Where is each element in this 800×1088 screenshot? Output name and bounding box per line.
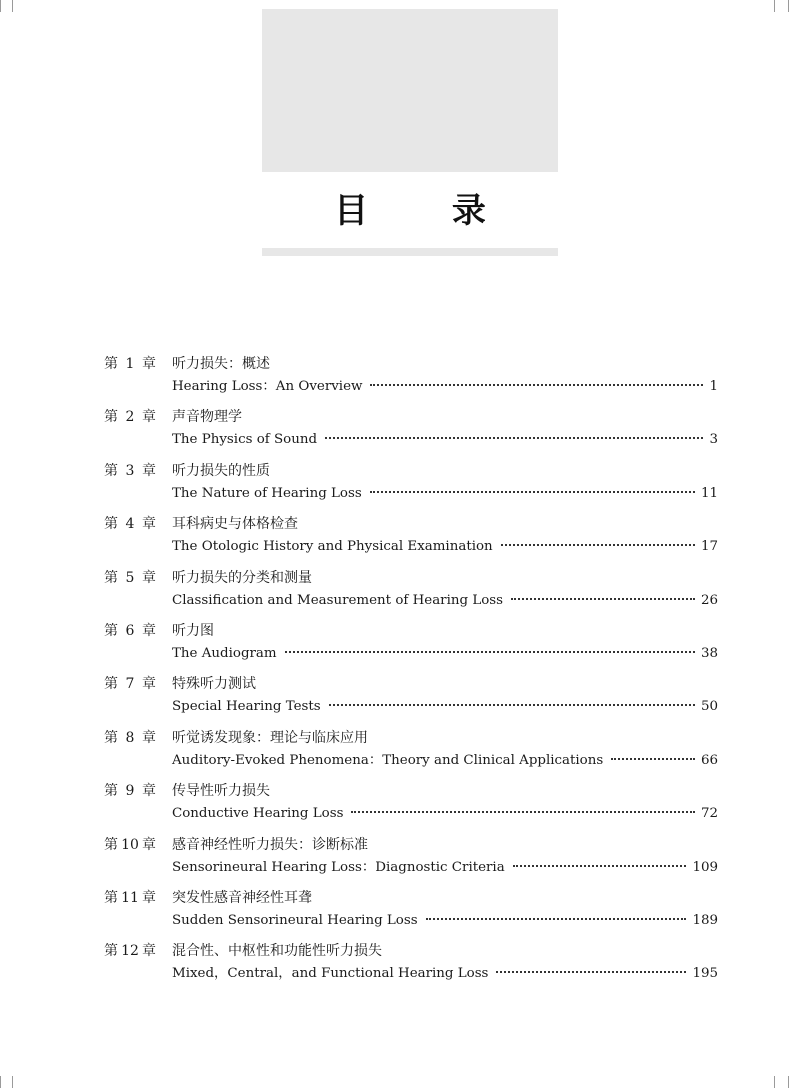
chapter-title-zh: 声音物理学 (172, 409, 242, 426)
chapter-title-en: Special Hearing Tests (172, 699, 321, 715)
chapter-title-en: Mixed，Central，and Functional Hearing Loss (172, 966, 489, 982)
chapter-title-zh: 特殊听力测试 (172, 676, 256, 693)
toc-entry (104, 939, 718, 992)
chapter-title-en: The Audiogram (172, 645, 277, 661)
chapter-label (104, 888, 166, 908)
chapter-title-en: Hearing Loss：An Overview (172, 379, 363, 394)
chapter-title-zh: 传导性听力损失 (172, 783, 270, 800)
toc-entry (104, 512, 718, 565)
chapter-title-en: Sudden Sensorineural Hearing Loss (172, 912, 418, 928)
page-number: 11 (700, 485, 718, 501)
chapter-title-line (172, 750, 718, 772)
toc-entry (104, 726, 718, 779)
toc-entry (104, 352, 718, 405)
chapter-title-line (172, 963, 718, 985)
toc-entry (104, 566, 718, 619)
chapter-prefix: 第 (104, 889, 118, 906)
page-number: 195 (692, 966, 718, 982)
chapter-title-zh: 听力损失的性质 (172, 462, 270, 479)
chapter-prefix: 第 (104, 356, 118, 372)
chapter-number: 6 (125, 622, 135, 639)
dot-leader (329, 704, 695, 706)
page-number: 72 (700, 806, 718, 822)
chapter-title-line (172, 376, 718, 398)
chapter-label (104, 674, 166, 694)
page-number: 189 (692, 912, 718, 928)
chapter-prefix: 第 (104, 783, 118, 800)
chapter-number: 1 (125, 356, 135, 372)
chapter-suffix: 章 (142, 836, 156, 853)
chapter-title-line (172, 857, 718, 879)
crop-mark-bottom-left (0, 1076, 1, 1088)
dot-leader (370, 491, 695, 493)
page-number: 109 (692, 859, 718, 875)
chapter-number: 5 (125, 569, 135, 586)
dot-leader (426, 918, 687, 920)
chapter-label (104, 781, 166, 801)
chapter-title-zh: 听力损失：概述 (172, 356, 270, 372)
crop-mark-top-right (774, 0, 775, 12)
chapter-prefix: 第 (104, 836, 118, 853)
dot-leader (285, 651, 695, 653)
chapter-title-en: The Physics of Sound (172, 432, 318, 448)
chapter-number: 12 (121, 943, 139, 960)
chapter-title-zh: 听力损失的分类和测量 (172, 569, 312, 586)
page-number: 17 (700, 539, 718, 555)
chapter-prefix: 第 (104, 676, 118, 693)
chapter-number: 4 (125, 516, 135, 533)
dot-leader (511, 598, 695, 600)
chapter-title-en: Classification and Measurement of Hearing Loss (172, 592, 504, 608)
toc-entry (104, 833, 718, 886)
toc-entry (104, 459, 718, 512)
chapter-label (104, 514, 166, 534)
chapter-suffix: 章 (142, 569, 156, 586)
chapter-label (104, 407, 166, 427)
chapter-title-zh: 耳科病史与体格检查 (172, 516, 298, 533)
chapter-label (104, 461, 166, 481)
chapter-number: 3 (125, 462, 135, 479)
page-number: 50 (700, 699, 718, 715)
chapter-prefix: 第 (104, 409, 118, 426)
chapter-label (104, 354, 166, 374)
chapter-title-en: Conductive Hearing Loss (172, 806, 344, 822)
chapter-title-en: The Nature of Hearing Loss (172, 485, 362, 501)
chapter-suffix: 章 (142, 783, 156, 800)
chapter-title-en: The Otologic History and Physical Examination (172, 539, 493, 555)
chapter-title-line (172, 696, 718, 718)
toc-entry (104, 405, 718, 458)
chapter-suffix: 章 (142, 462, 156, 479)
dot-leader (501, 544, 695, 546)
chapter-suffix: 章 (142, 409, 156, 426)
chapter-number: 8 (125, 729, 135, 746)
chapter-title-line (172, 803, 718, 825)
title-underline-bar (262, 248, 558, 256)
dot-leader (496, 971, 686, 973)
dot-leader (513, 865, 687, 867)
toc-entry (104, 886, 718, 939)
crop-mark-top-left (12, 0, 13, 12)
page-number: 1 (709, 379, 718, 394)
chapter-prefix: 第 (104, 622, 118, 639)
chapter-label (104, 728, 166, 748)
chapter-title-zh: 混合性、中枢性和功能性听力损失 (172, 943, 382, 960)
chapter-suffix: 章 (142, 889, 156, 906)
chapter-title-zh: 听力图 (172, 622, 214, 639)
chapter-prefix: 第 (104, 729, 118, 746)
chapter-number: 7 (125, 676, 135, 693)
page-number: 38 (700, 645, 718, 661)
chapter-label (104, 621, 166, 641)
dot-leader (325, 437, 703, 439)
chapter-prefix: 第 (104, 569, 118, 586)
chapter-label (104, 835, 166, 855)
chapter-title-zh: 听觉诱发现象：理论与临床应用 (172, 729, 368, 746)
page-number: 26 (700, 592, 718, 608)
toc-entry (104, 779, 718, 832)
header-decoration (262, 9, 558, 172)
dot-leader (351, 811, 694, 813)
page-number: 3 (709, 432, 718, 448)
crop-mark-top-right (788, 0, 789, 12)
chapter-number: 10 (121, 836, 139, 853)
chapter-suffix: 章 (142, 622, 156, 639)
chapter-suffix: 章 (142, 943, 156, 960)
table-of-contents (104, 352, 718, 993)
dot-leader (611, 758, 695, 760)
crop-mark-bottom-right (788, 1076, 789, 1088)
chapter-prefix: 第 (104, 462, 118, 479)
toc-entry (104, 619, 718, 672)
chapter-suffix: 章 (142, 356, 156, 372)
chapter-title-line (172, 536, 718, 558)
chapter-suffix: 章 (142, 729, 156, 746)
chapter-title-line (172, 429, 718, 451)
page-number: 66 (700, 752, 718, 768)
chapter-number: 11 (121, 889, 139, 906)
chapter-label (104, 941, 166, 961)
chapter-title-en: Sensorineural Hearing Loss：Diagnostic Criteria (172, 859, 505, 875)
chapter-title-zh: 感音神经性听力损失：诊断标准 (172, 836, 368, 853)
chapter-title-line (172, 643, 718, 665)
chapter-number: 2 (125, 409, 135, 426)
chapter-suffix: 章 (142, 676, 156, 693)
chapter-title-en: Auditory-Evoked Phenomena：Theory and Clinical Applications (172, 752, 604, 768)
chapter-prefix: 第 (104, 943, 118, 960)
crop-mark-top-left (0, 0, 1, 12)
chapter-title-line (172, 590, 718, 612)
chapter-number: 9 (125, 783, 135, 800)
chapter-title-zh: 突发性感音神经性耳聋 (172, 889, 312, 906)
chapter-title-line (172, 483, 718, 505)
dot-leader (370, 384, 703, 386)
toc-entry (104, 672, 718, 725)
chapter-suffix: 章 (142, 516, 156, 533)
chapter-label (104, 568, 166, 588)
crop-mark-bottom-left (12, 1076, 13, 1088)
chapter-prefix: 第 (104, 516, 118, 533)
chapter-title-line (172, 910, 718, 932)
crop-mark-bottom-right (774, 1076, 775, 1088)
page-title: 目 录 (334, 191, 522, 231)
